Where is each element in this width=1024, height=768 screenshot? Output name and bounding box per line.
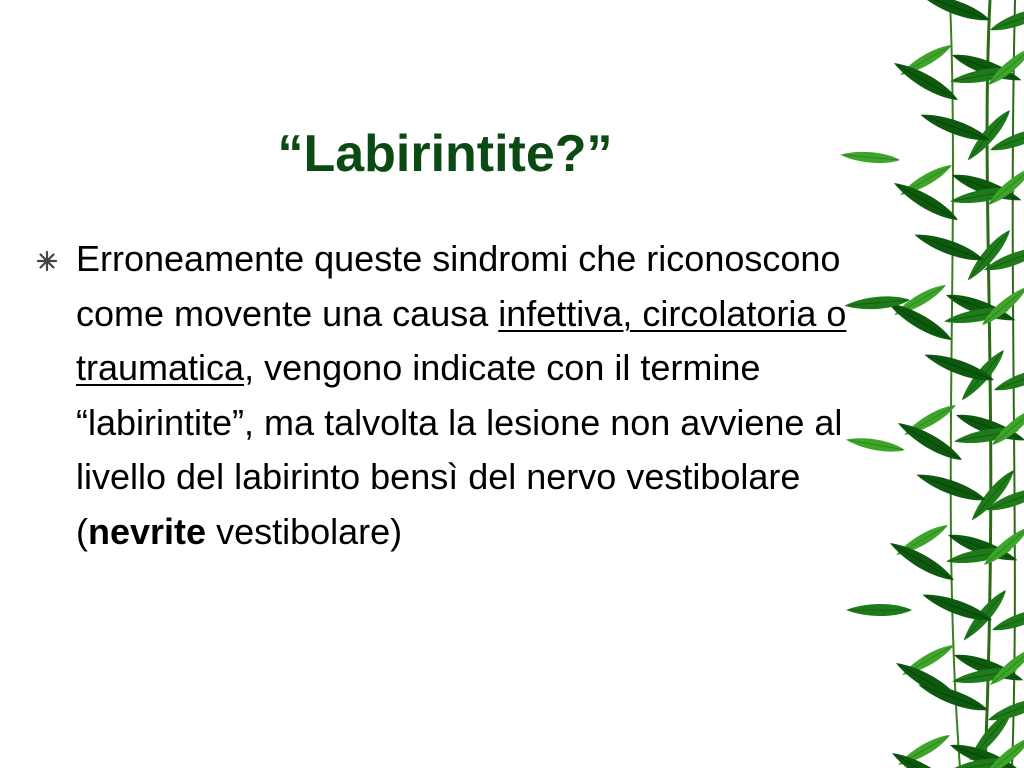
bullet-item — [34, 232, 864, 559]
bullet-text-part1: Erroneamente queste sindromi che riconoscono come movente una causa — [76, 238, 841, 334]
asterisk-bullet-icon — [34, 248, 60, 274]
underlined-phrase: infettiva, circolatoria o traumatica — [76, 292, 847, 388]
slide-title: “Labirintite?” — [277, 125, 613, 183]
bullet-text-part3: vestibolare) — [206, 510, 403, 552]
bold-term: nevrite — [88, 510, 207, 552]
bullet-text-part2: , vengono indicate con il termine “labirintite”, ma talvolta la lesione non avviene al livello del labirinto bensì del nervo vestibolare ( — [76, 347, 843, 552]
bullet-text — [76, 232, 864, 559]
bamboo-leaves-image — [840, 0, 1024, 768]
